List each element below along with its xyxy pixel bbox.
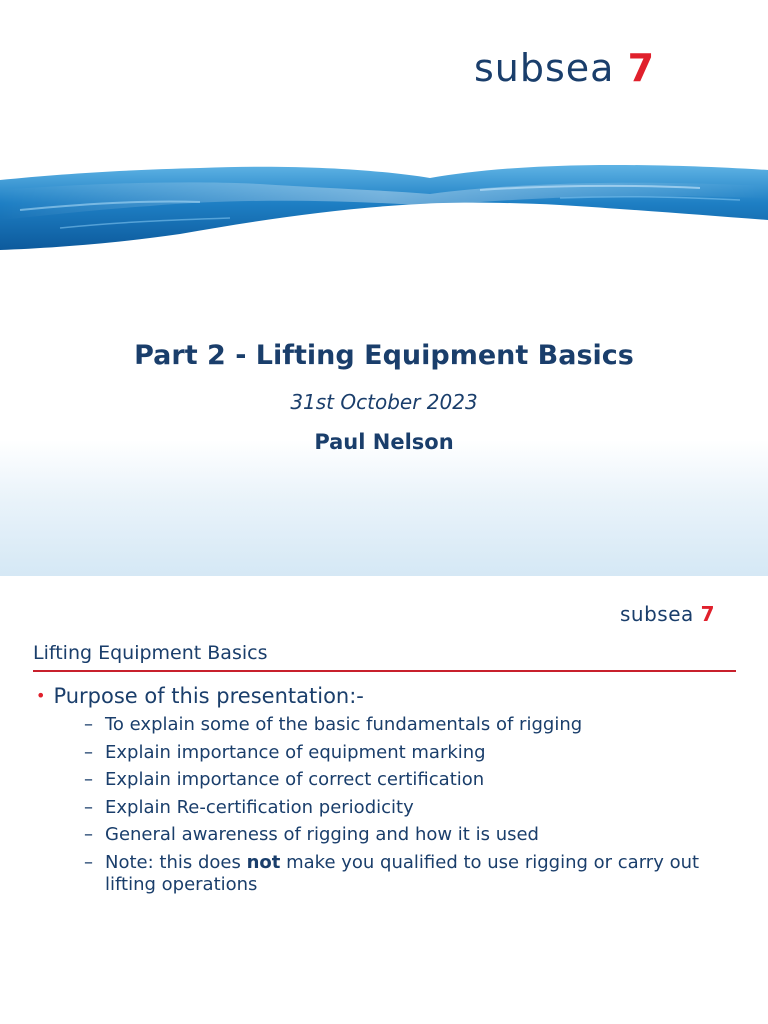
logo-number: 7 <box>700 602 716 626</box>
emphasis-not: not <box>246 851 281 873</box>
slide-heading: Lifting Equipment Basics <box>33 642 268 664</box>
list-item-note: – Note: this does not make you qualified to use rigging or carry out lifting operations <box>84 851 700 895</box>
bullet-icon: • <box>36 686 46 705</box>
dash-icon: – <box>84 769 93 790</box>
content-slide <box>0 576 768 1024</box>
water-surface-image <box>0 150 768 260</box>
list-item: – General awareness of rigging and how it is used <box>84 824 539 845</box>
slide-title: Part 2 - Lifting Equipment Basics <box>134 340 634 371</box>
list-item: – To explain some of the basic fundamentals of rigging <box>84 714 583 735</box>
logo-number: 7 <box>627 46 656 90</box>
dash-icon: – <box>84 796 93 818</box>
main-bullet <box>36 684 364 708</box>
dash-icon: – <box>84 741 93 763</box>
sub-bullet-list <box>84 714 724 901</box>
dash-icon: – <box>84 824 93 845</box>
slide-date: 31st October 2023 <box>290 390 478 414</box>
slide-author: Paul Nelson <box>314 430 454 454</box>
heading-divider <box>33 670 736 672</box>
subsea7-logo <box>474 46 655 90</box>
bullet-text: Purpose of this presentation:- <box>53 684 364 708</box>
logo-word: subsea <box>620 602 694 626</box>
subsea7-logo-small <box>620 602 715 626</box>
logo-word: subsea <box>474 46 615 90</box>
list-item: – Explain importance of correct certification <box>84 769 485 790</box>
dash-icon: – <box>84 851 93 873</box>
dash-icon: – <box>84 714 93 735</box>
list-item: – Explain importance of equipment marking <box>84 741 486 763</box>
list-item: – Explain Re-certification periodicity <box>84 796 414 818</box>
